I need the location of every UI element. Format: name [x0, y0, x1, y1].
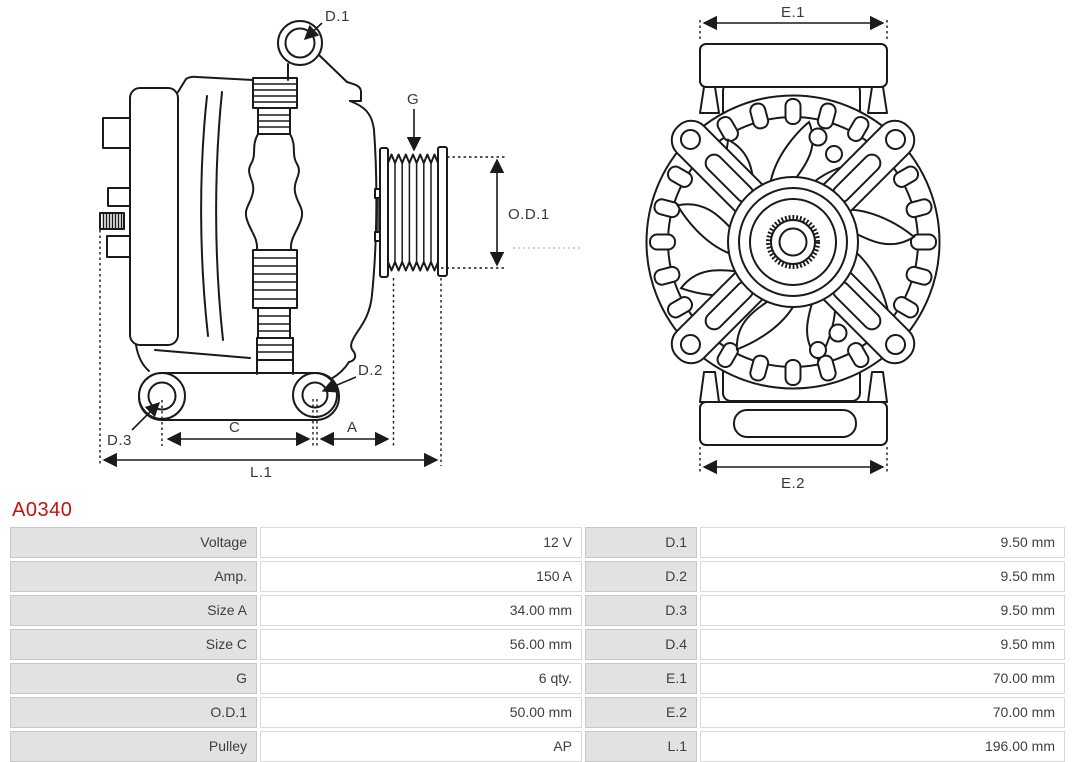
- table-row: [10, 527, 1065, 558]
- bolt-hole: [830, 325, 847, 342]
- spec-label: L.1: [585, 731, 697, 762]
- spec-value: 6 qty.: [260, 663, 582, 694]
- spec-value: 12 V: [260, 527, 582, 558]
- spec-label: Size A: [10, 595, 257, 626]
- dim-label-d1: D.1: [325, 8, 350, 25]
- shaft-hole: [780, 229, 807, 256]
- spec-value: 9.50 mm: [700, 527, 1065, 558]
- part-number: A0340: [12, 499, 73, 521]
- front-dimension-e2: [700, 447, 887, 492]
- bottom-bracket-slot: [734, 410, 856, 437]
- table-row: [10, 731, 1065, 762]
- spec-value: 150 A: [260, 561, 582, 592]
- spec-value: 9.50 mm: [700, 561, 1065, 592]
- spec-label: O.D.1: [10, 697, 257, 728]
- dim-label-od1: O.D.1: [508, 206, 550, 223]
- spec-value: 50.00 mm: [260, 697, 582, 728]
- rear-housing: [130, 88, 178, 345]
- dim-label-e2: E.2: [780, 475, 806, 492]
- spec-value: 9.50 mm: [700, 629, 1065, 660]
- table-row: [10, 663, 1065, 694]
- spec-label: D.3: [585, 595, 697, 626]
- spec-label: Amp.: [10, 561, 257, 592]
- dim-label-g: G: [407, 91, 420, 108]
- spec-value: 70.00 mm: [700, 663, 1065, 694]
- dim-label-a: A: [347, 419, 358, 436]
- dim-label-c: C: [229, 419, 241, 436]
- top-bracket: [700, 44, 887, 87]
- spec-value: AP: [260, 731, 582, 762]
- front-view: [647, 4, 940, 492]
- spec-value: 56.00 mm: [260, 629, 582, 660]
- table-row: [10, 561, 1065, 592]
- spec-value: 70.00 mm: [700, 697, 1065, 728]
- dim-label-d3: D.3: [107, 432, 132, 449]
- dim-label-l1: L.1: [250, 464, 273, 481]
- spec-label: D.2: [585, 561, 697, 592]
- spec-label: E.2: [585, 697, 697, 728]
- side-view: [100, 8, 580, 481]
- bolt-hole: [810, 129, 827, 146]
- dim-label-d2: D.2: [358, 362, 383, 379]
- hub: [728, 177, 858, 307]
- spec-value: 9.50 mm: [700, 595, 1065, 626]
- table-row: [10, 629, 1065, 660]
- bolt-hole: [810, 342, 826, 358]
- spec-label: D.1: [585, 527, 697, 558]
- pulley: [380, 147, 447, 277]
- dim-label-e1: E.1: [780, 4, 806, 21]
- spec-label: Pulley: [10, 731, 257, 762]
- table-row: [10, 697, 1065, 728]
- stator-stack: [246, 78, 302, 360]
- spec-label: Voltage: [10, 527, 257, 558]
- spec-value: 196.00 mm: [700, 731, 1065, 762]
- spec-table: [10, 527, 1065, 762]
- spec-value: 34.00 mm: [260, 595, 582, 626]
- spec-label: E.1: [585, 663, 697, 694]
- spec-label: D.4: [585, 629, 697, 660]
- spec-label: Size C: [10, 629, 257, 660]
- table-row: [10, 595, 1065, 626]
- bolt-hole: [826, 146, 842, 162]
- front-dimension-e1: [700, 4, 887, 42]
- spec-label: G: [10, 663, 257, 694]
